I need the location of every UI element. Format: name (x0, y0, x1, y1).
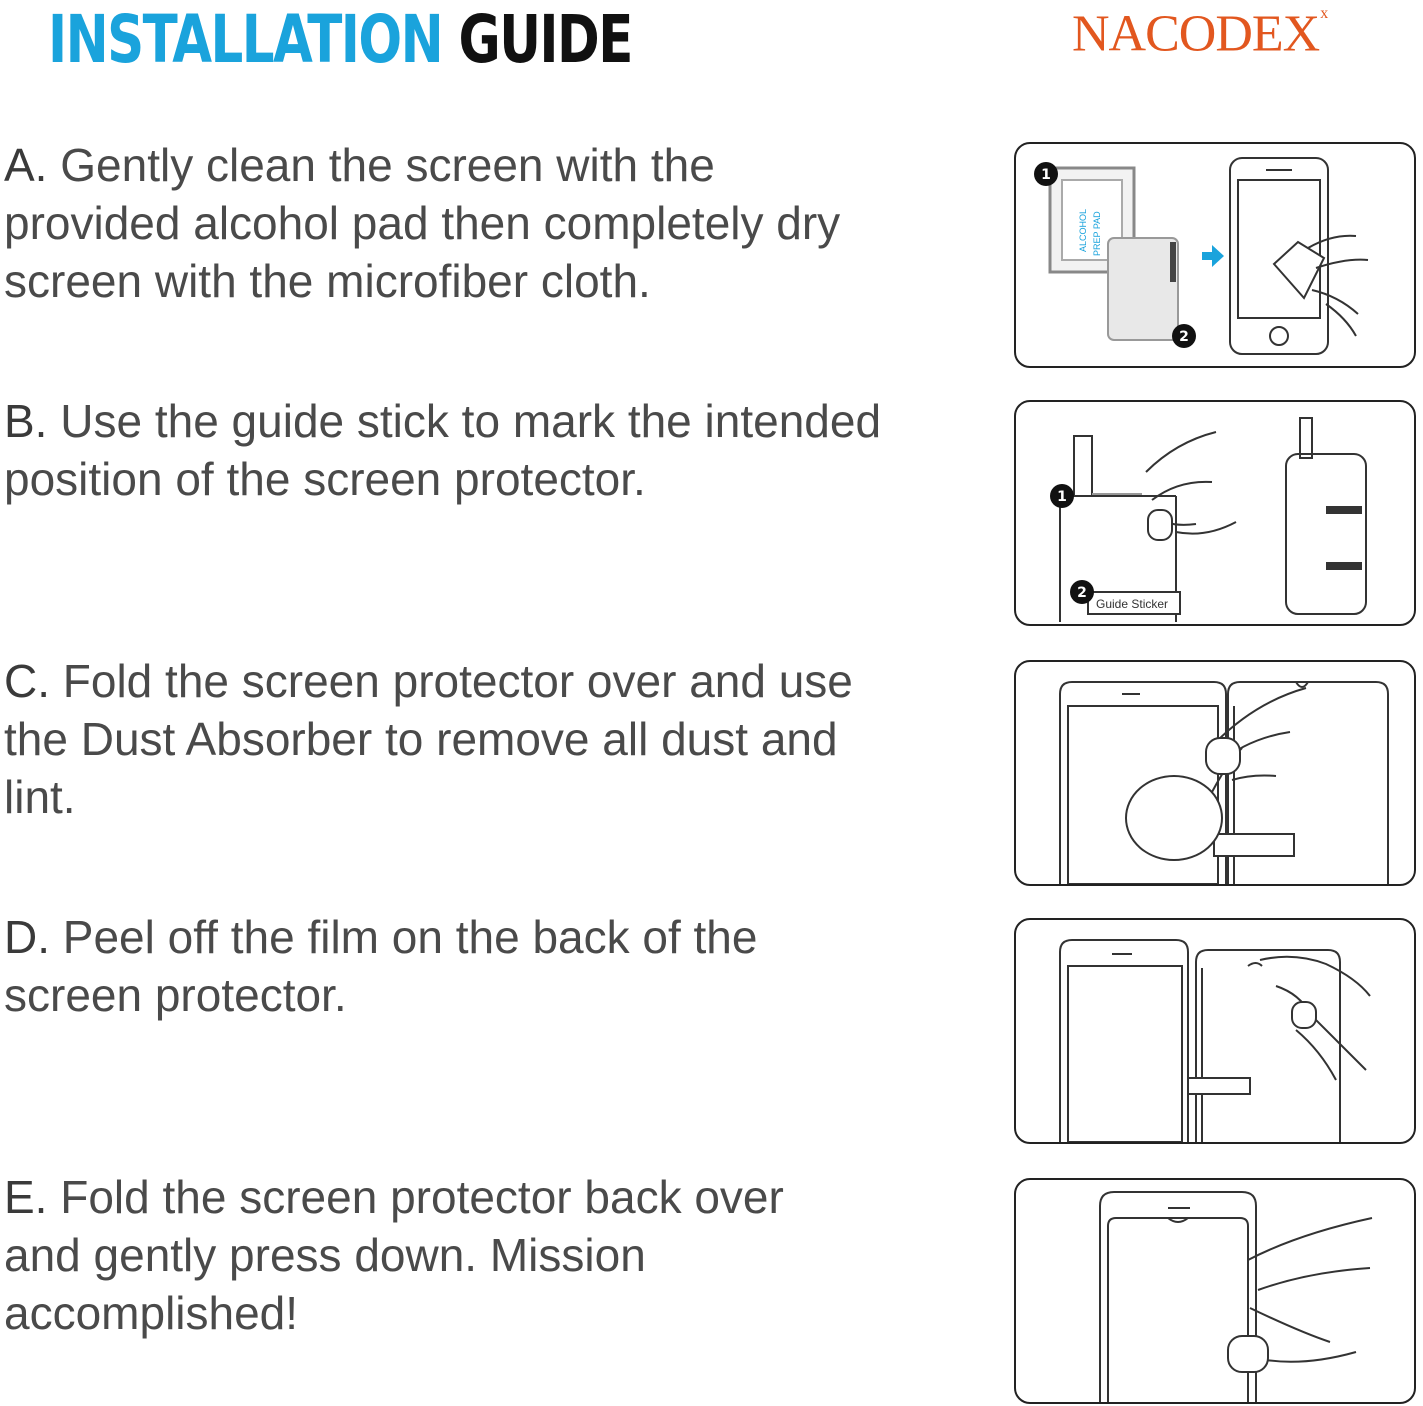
title-part-guide: GUIDE (458, 1, 632, 78)
pad-label-alcohol: ALCOHOL (1078, 208, 1088, 252)
step-b-body: Use the guide stick to mark the intended position of the screen protector. (4, 395, 882, 505)
step-d-letter: D. (4, 911, 50, 963)
hand-icon (1308, 236, 1368, 336)
step-e-text (4, 1168, 834, 1342)
step-a-letter: A. (4, 139, 48, 191)
illustration-step-b (1014, 400, 1416, 626)
svg-text:1: 1 (1057, 489, 1067, 505)
step-b-text (4, 392, 884, 508)
hand-icon (1248, 1218, 1372, 1362)
phone-outline-icon (1286, 454, 1366, 614)
guide-header (48, 2, 796, 78)
illustration-step-d (1014, 918, 1416, 1144)
illustration-step-e (1014, 1178, 1416, 1404)
phone-outline-icon (1060, 940, 1188, 1142)
dust-absorber-icon (1126, 776, 1222, 860)
step-c-text (4, 652, 904, 826)
step-d-body: Peel off the film on the back of the screen protector. (4, 911, 758, 1021)
microfiber-cloth-icon (1108, 238, 1178, 340)
title-part-installation: INSTALLATION (48, 1, 443, 78)
brand-logo (1072, 0, 1327, 62)
brand-mark: x (1320, 5, 1328, 22)
step-e-letter: E. (4, 1171, 48, 1223)
step-b-letter: B. (4, 395, 48, 447)
step-d-text (4, 908, 824, 1024)
svg-text:2: 2 (1077, 585, 1087, 601)
arrow-right-icon (1202, 245, 1224, 267)
screen-protector-icon (1196, 950, 1340, 1142)
svg-text:2: 2 (1179, 329, 1189, 345)
step-a-body: Gently clean the screen with the provided alcohol pad then completely dry screen with the microfiber cloth. (4, 139, 841, 307)
svg-text:1: 1 (1041, 167, 1051, 183)
illustration-step-a (1014, 142, 1416, 368)
phone-outline-icon (1100, 1192, 1256, 1402)
guide-stick-icon (1074, 436, 1092, 496)
brand-name: NACODEX (1072, 5, 1320, 63)
step-a-text (4, 136, 904, 310)
pad-label-prep-pad: PREP PAD (1092, 211, 1102, 256)
illustration-step-c (1014, 660, 1416, 886)
step-e-body: Fold the screen protector back over and gently press down. Mission accomplished! (4, 1171, 784, 1339)
step-c-body: Fold the screen protector over and use the Dust Absorber to remove all dust and lint. (4, 655, 853, 823)
page-title (48, 2, 632, 78)
step-c-letter: C. (4, 655, 50, 707)
guide-sticker-label: Guide Sticker (1096, 597, 1169, 611)
